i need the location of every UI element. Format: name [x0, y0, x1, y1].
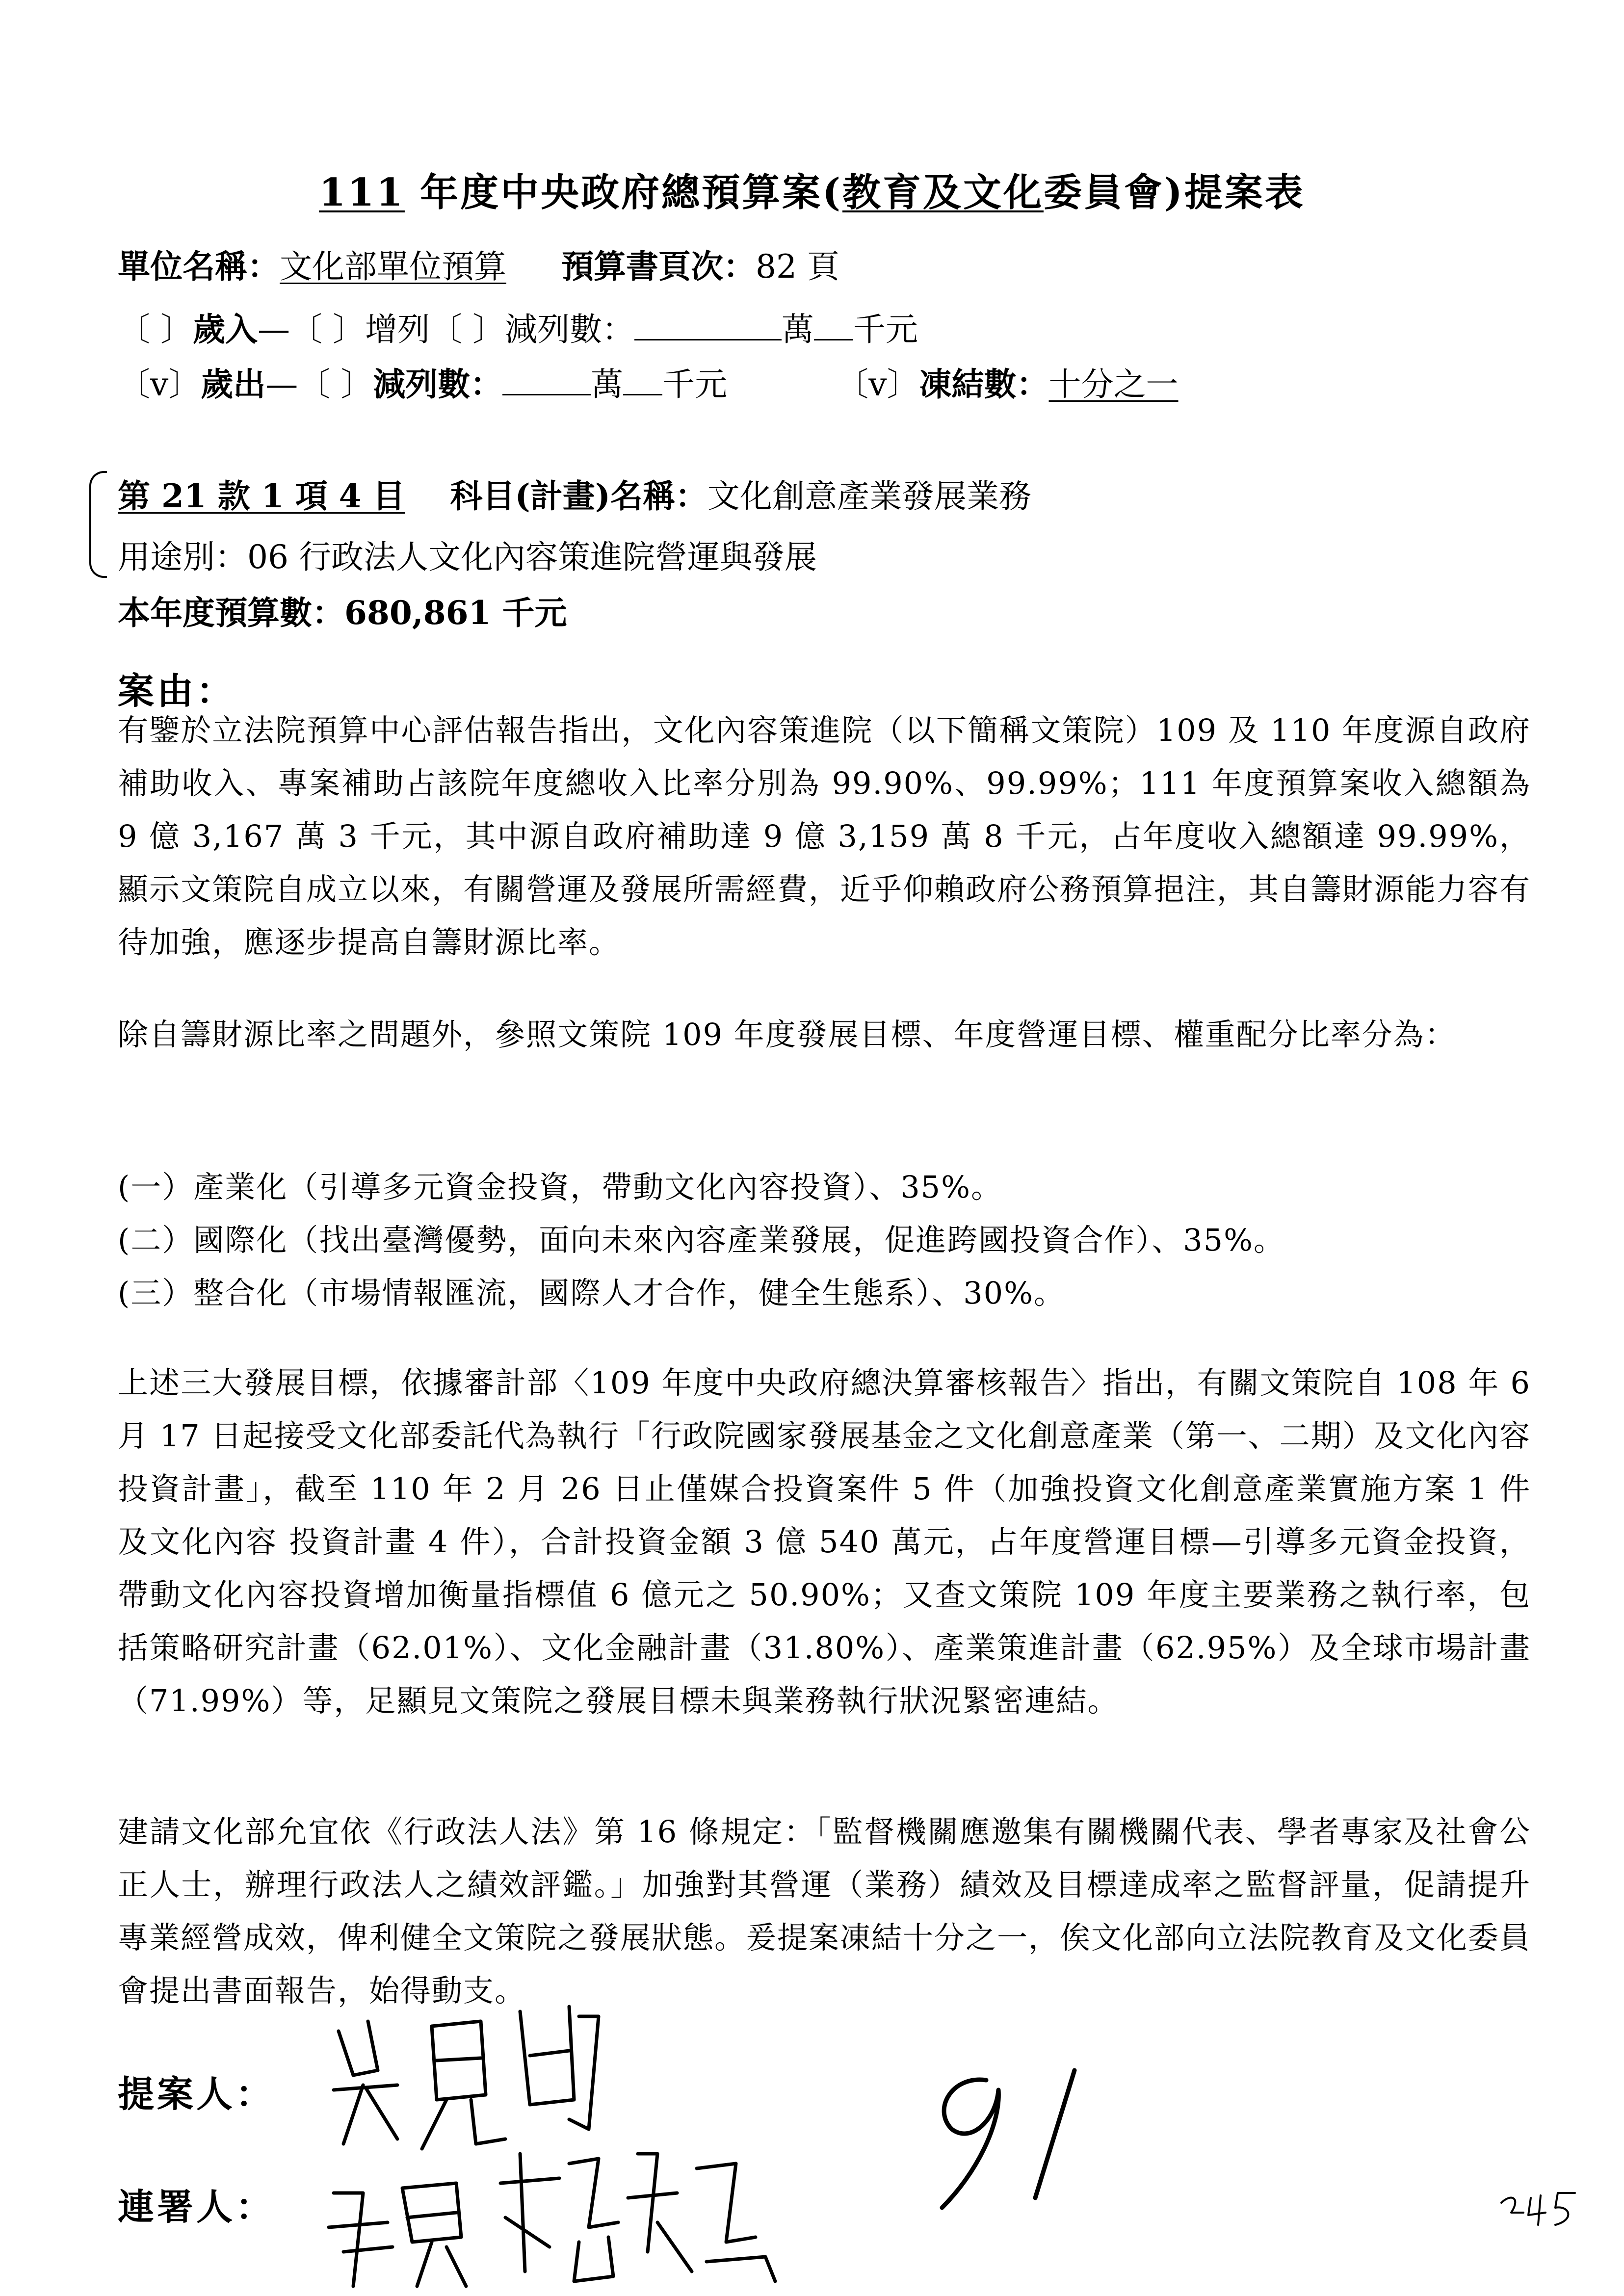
reason-heading: 案由：	[118, 670, 236, 712]
revenue-wan-unit: 萬	[781, 311, 814, 348]
item-row	[118, 470, 1031, 517]
revenue-checkbox: 〔 〕	[118, 311, 193, 348]
expenditure-wan-unit: 萬	[591, 365, 624, 403]
freeze-value: 十分之一	[1048, 365, 1179, 403]
freeze-label: 凍結數：	[919, 365, 1049, 403]
title-main: 年度中央政府總預算案(	[420, 170, 842, 215]
revenue-qian-blank	[814, 313, 853, 340]
subject-value: 文化創意產業發展業務	[707, 477, 1031, 515]
revenue-label: 歲入	[192, 310, 258, 348]
revenue-row	[118, 303, 918, 350]
expenditure-row	[118, 358, 1179, 405]
expenditure-qian-blank	[623, 368, 662, 395]
list-item: (三）整合化（市場情報匯流，國際人才合作，健全生態系）、30%。	[118, 1275, 1065, 1311]
budget-row	[118, 587, 567, 633]
handwritten-page-mark	[1496, 2178, 1585, 2232]
usage-text: 用途別：06 行政法人文化內容策進院營運與發展	[118, 538, 817, 576]
revenue-qian-unit: 千元	[853, 311, 918, 348]
page-number-label: 預算書頁次：	[561, 247, 756, 286]
unit-row	[118, 240, 839, 287]
reason-paragraph-3: 上述三大發展目標，依據審計部〈109 年度中央政府總決算審核報告〉指出，有關文策院自 108 年 6 月 17 日起接受文化部委託代為執行「行政院國家發展基金之文化創意產業（第一、二期）及文化內容投資計畫」，截至 110 年 2 月 26 日止僅媒合投資案件 5 件（加強投資文化創意產業實施方案 1 件及文化內容 投資計畫 4 件），合計投資金額 3 億 540 萬元，占年度營運目標—引導多元資金投資，帶動文化內容投資增加衡量指標值 6 億元之 50.90%；又查文策院 109 年度主要業務之執行率，包括策略研究計畫（62.01%）、文化金融計畫（31.80%）、產業策進計畫（62.95%）及全球市場計畫（71.99%）等，足顯見文策院之發展目標未與業務執行狀況緊密連結。	[118, 1365, 1531, 1719]
freeze-checkbox: 〔v〕	[836, 365, 919, 403]
page-number-value: 82 頁	[755, 248, 839, 286]
reason-paragraph-4: 建請文化部允宜依《行政法人法》第 16 條規定：「監督機關應邀集有關機關代表、學者專家及社會公正人士，辦理行政法人之績效評鑑。」加強對其營運（業務）績效及目標達成率之監督評量，促請提升專業經營成效，俾利健全文策院之發展狀態。爰提案凍結十分之一，俟文化部向立法院教育及文化委員會提出書面報告，始得動支。	[118, 1814, 1531, 2009]
item-bracket	[89, 471, 107, 578]
list-item: (二）國際化（找出臺灣優勢，面向未來內容產業發展，促進跨國投資合作）、35%。	[118, 1222, 1285, 1258]
decrease-checkbox: 〔 〕	[429, 311, 505, 348]
revenue-dash: —	[257, 311, 290, 348]
handwritten-count	[913, 2056, 1109, 2218]
item-code: 第 21 款 1 項 4 目	[118, 477, 405, 515]
title-committee: 教育及文化	[842, 170, 1044, 215]
revenue-decrease-label: 減列數：	[504, 311, 634, 348]
increase-checkbox: 〔 〕	[289, 311, 365, 348]
increase-label: 增列	[365, 311, 430, 348]
proposer-label: 提案人：	[118, 2073, 275, 2115]
expenditure-decrease-label: 減列數：	[373, 365, 503, 403]
budget-value: 680,861 千元	[344, 594, 567, 632]
list-item: (一）產業化（引導多元資金投資，帶動文化內容投資）、35%。	[118, 1169, 1002, 1205]
unit-label: 單位名稱：	[118, 247, 280, 286]
cosigner-label: 連署人：	[118, 2186, 275, 2228]
cosigner-signature	[314, 2124, 854, 2296]
usage-row	[118, 531, 817, 577]
budget-label: 本年度預算數：	[118, 594, 344, 632]
subject-label: 科目(計畫)名稱：	[450, 477, 707, 515]
expenditure-checkbox: 〔v〕	[118, 365, 201, 403]
revenue-wan-blank	[634, 313, 782, 340]
title-suffix: 委員會)提案表	[1044, 170, 1305, 215]
expenditure-dash: —	[265, 365, 298, 403]
reason-paragraph-2: 除自籌財源比率之問題外，參照文策院 109 年度發展目標、年度營運目標、權重配分比率分為：	[118, 1017, 1456, 1052]
reason-paragraph-1: 有鑒於立法院預算中心評估報告指出，文化內容策進院（以下簡稱文策院）109 及 110 年度源自政府補助收入、專案補助占該院年度總收入比率分別為 99.90%、99.99%；111 年度預算案收入總額為 9 億 3,167 萬 3 千元，其中源自政府補助達 9 億 3,159 萬 8 千元，占年度收入總額達 99.99%，顯示文策院自成立以來，有關營運及發展所需經費，近乎仰賴政府公務預算挹注，其自籌財源能力容有待加強，應逐步提高自籌財源比率。	[118, 712, 1531, 960]
page-title	[0, 162, 1624, 217]
expenditure-label: 歲出	[201, 365, 266, 403]
expenditure-wan-blank	[502, 368, 591, 395]
expenditure-decrease-checkbox: 〔 〕	[298, 365, 373, 403]
unit-value: 文化部單位預算	[280, 248, 506, 286]
expenditure-qian-unit: 千元	[662, 365, 728, 403]
title-year: 111	[319, 170, 405, 215]
